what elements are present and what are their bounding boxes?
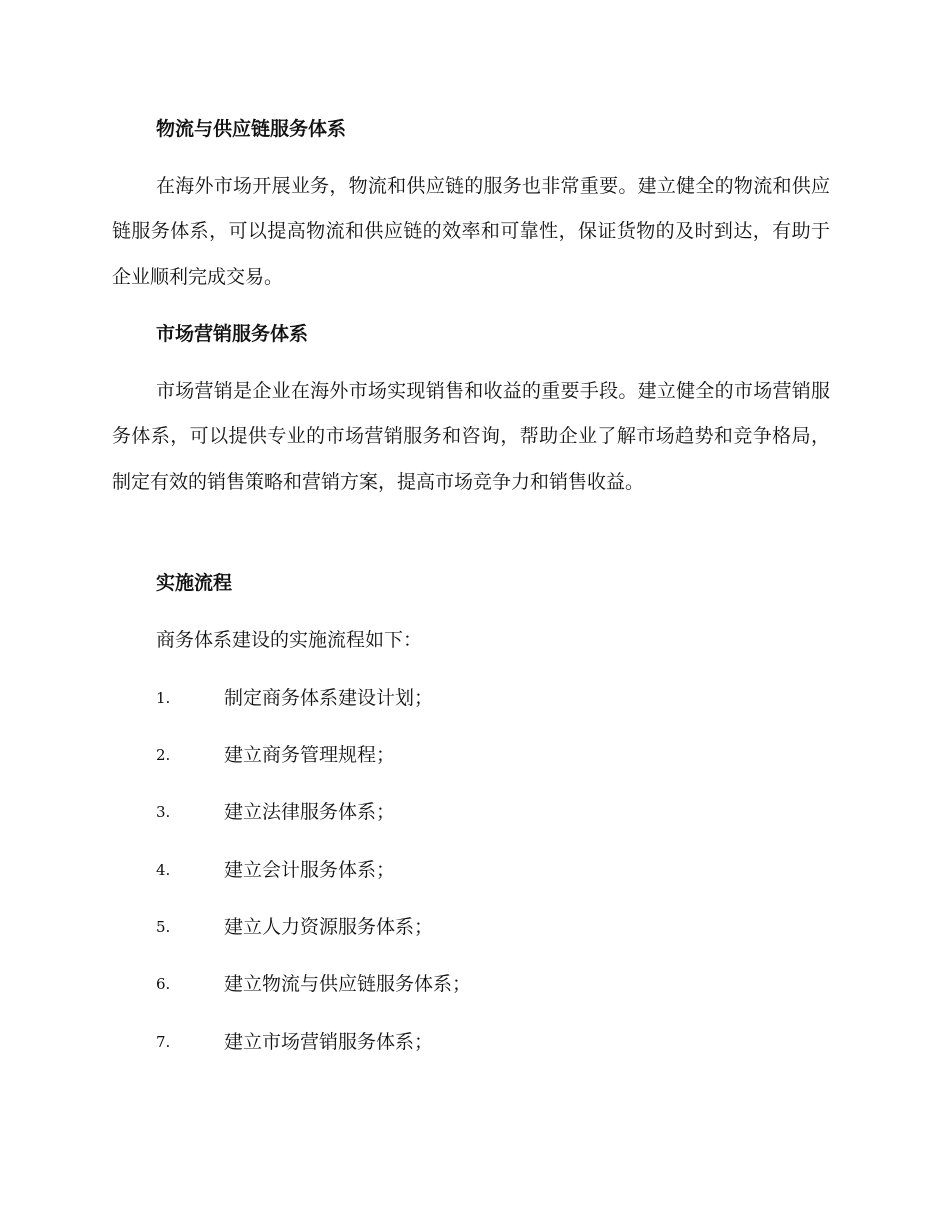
list-item-number: 3.	[156, 803, 171, 821]
paragraph-logistics: 在海外市场开展业务，物流和供应链的服务也非常重要。建立健全的物流和供应链服务体系，可以提高物流和供应链的效率和可靠性，保证货物的及时到达，有助于企业顺利完成交易。	[112, 175, 830, 288]
list-item-number: 6.	[156, 975, 171, 993]
list-item-number: 1.	[156, 689, 171, 707]
list-item-number: 4.	[156, 861, 171, 879]
section-heading-marketing: 市场营销服务体系	[156, 323, 309, 345]
list-item-text: 建立市场营销服务体系；	[224, 1031, 434, 1053]
paragraph-implementation-intro: 商务体系建设的实施流程如下：	[156, 629, 423, 651]
list-item-text: 建立人力资源服务体系；	[224, 916, 434, 938]
list-item	[156, 972, 756, 996]
list-item-number: 7.	[156, 1033, 171, 1051]
list-item	[156, 858, 756, 882]
list-item	[156, 743, 756, 767]
list-item	[156, 800, 756, 824]
list-item-number: 2.	[156, 746, 171, 764]
list-item	[156, 915, 756, 939]
list-item-number: 5.	[156, 918, 171, 936]
list-item-text: 制定商务体系建设计划；	[224, 687, 434, 709]
list-item-text: 建立商务管理规程；	[224, 744, 396, 766]
section-heading-implementation: 实施流程	[156, 572, 233, 594]
section-heading-logistics: 物流与供应链服务体系	[156, 118, 347, 140]
list-item	[156, 686, 756, 710]
list-item-text: 建立法律服务体系；	[224, 801, 396, 823]
paragraph-marketing: 市场营销是企业在海外市场实现销售和收益的重要手段。建立健全的市场营销服务体系，可以提供专业的市场营销服务和咨询，帮助企业了解市场趋势和竞争格局，制定有效的销售策略和营销方案，提高市场竞争力和销售收益。	[112, 380, 830, 493]
list-item	[156, 1030, 756, 1054]
list-item-text: 建立会计服务体系；	[224, 859, 396, 881]
list-item-text: 建立物流与供应链服务体系；	[224, 973, 472, 995]
